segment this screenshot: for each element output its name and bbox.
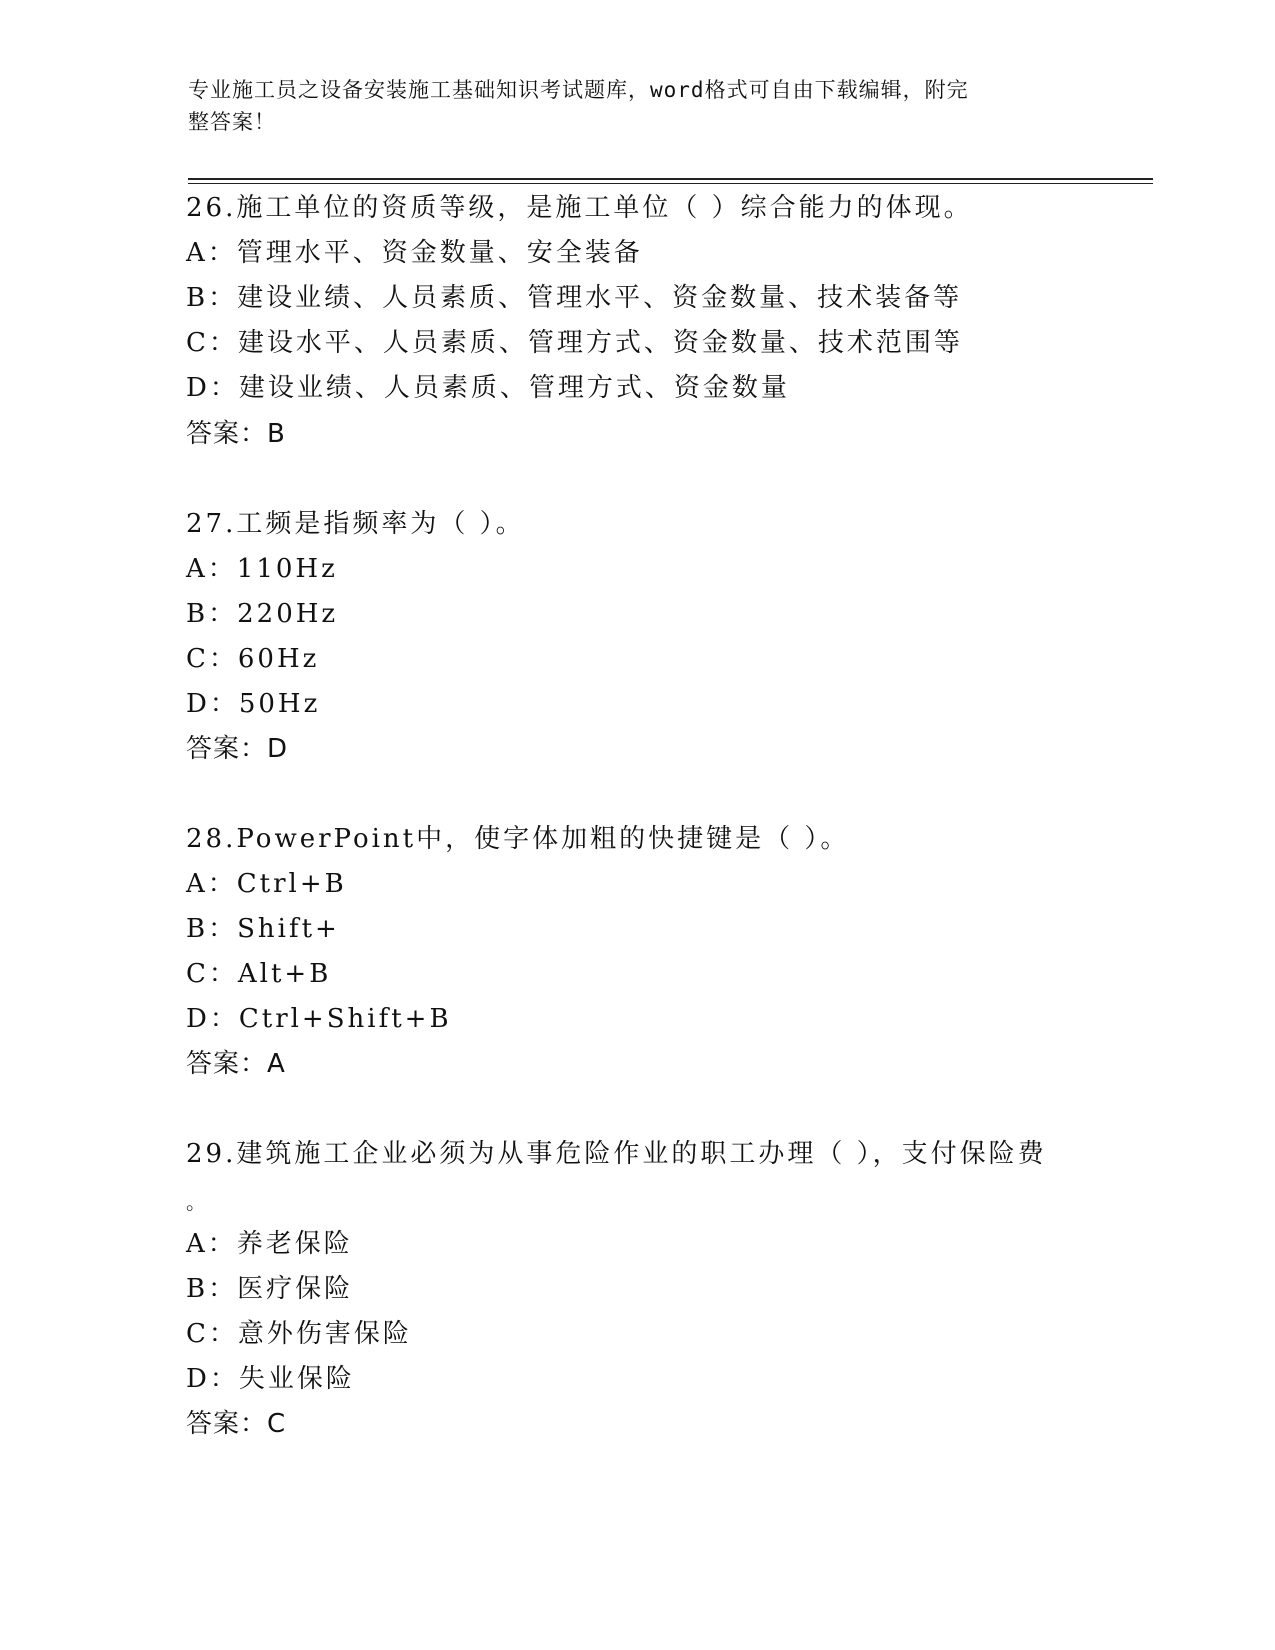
- question-26-option-a: A：管理水平、资金数量、安全装备: [186, 238, 643, 268]
- header-divider-thin: [188, 183, 1153, 184]
- question-27-stem: 27.工频是指频率为（ ）。: [186, 509, 525, 539]
- question-26-answer: 答案：B: [186, 419, 286, 449]
- question-27-option-c: C：60Hz: [186, 644, 320, 674]
- question-27-option-d: D：50Hz: [186, 689, 321, 719]
- question-29-option-c: C：意外伤害保险: [186, 1319, 412, 1349]
- question-26-stem: 26.施工单位的资质等级，是施工单位（ ）综合能力的体现。: [186, 193, 973, 223]
- question-27-option-a: A：110Hz: [186, 554, 338, 584]
- question-28-option-d: D：Ctrl+Shift+B: [186, 1004, 452, 1034]
- question-28-option-b: B：Shift+: [186, 914, 340, 944]
- question-28-answer: 答案：A: [186, 1049, 286, 1079]
- header-divider-thick: [188, 178, 1153, 180]
- question-27-answer: 答案：D: [186, 734, 289, 764]
- question-29-answer: 答案：C: [186, 1409, 287, 1439]
- question-29-stem-continuation: 。: [186, 1190, 209, 1214]
- question-27-option-b: B：220Hz: [186, 599, 339, 629]
- header-line-1: 专业施工员之设备安装施工基础知识考试题库，word格式可自由下载编辑，附完: [188, 78, 969, 102]
- question-26-option-b: B：建设业绩、人员素质、管理水平、资金数量、技术装备等: [186, 283, 963, 313]
- question-29-option-b: B：医疗保险: [186, 1274, 354, 1304]
- question-29-option-d: D：失业保险: [186, 1364, 355, 1394]
- question-28-option-a: A：Ctrl+B: [186, 869, 347, 899]
- question-26-option-c: C：建设水平、人员素质、管理方式、资金数量、技术范围等: [186, 328, 963, 358]
- document-header: [188, 74, 1068, 138]
- question-29-stem: 29.建筑施工企业必须为从事危险作业的职工办理（ ），支付保险费: [186, 1139, 1047, 1169]
- header-line-2: 整答案！: [188, 110, 276, 134]
- question-29-option-a: A：养老保险: [186, 1229, 353, 1259]
- question-26-option-d: D：建设业绩、人员素质、管理方式、资金数量: [186, 373, 790, 403]
- question-28-stem: 28.PowerPoint中，使字体加粗的快捷键是（ ）。: [186, 824, 850, 854]
- question-28-option-c: C：Alt+B: [186, 959, 332, 989]
